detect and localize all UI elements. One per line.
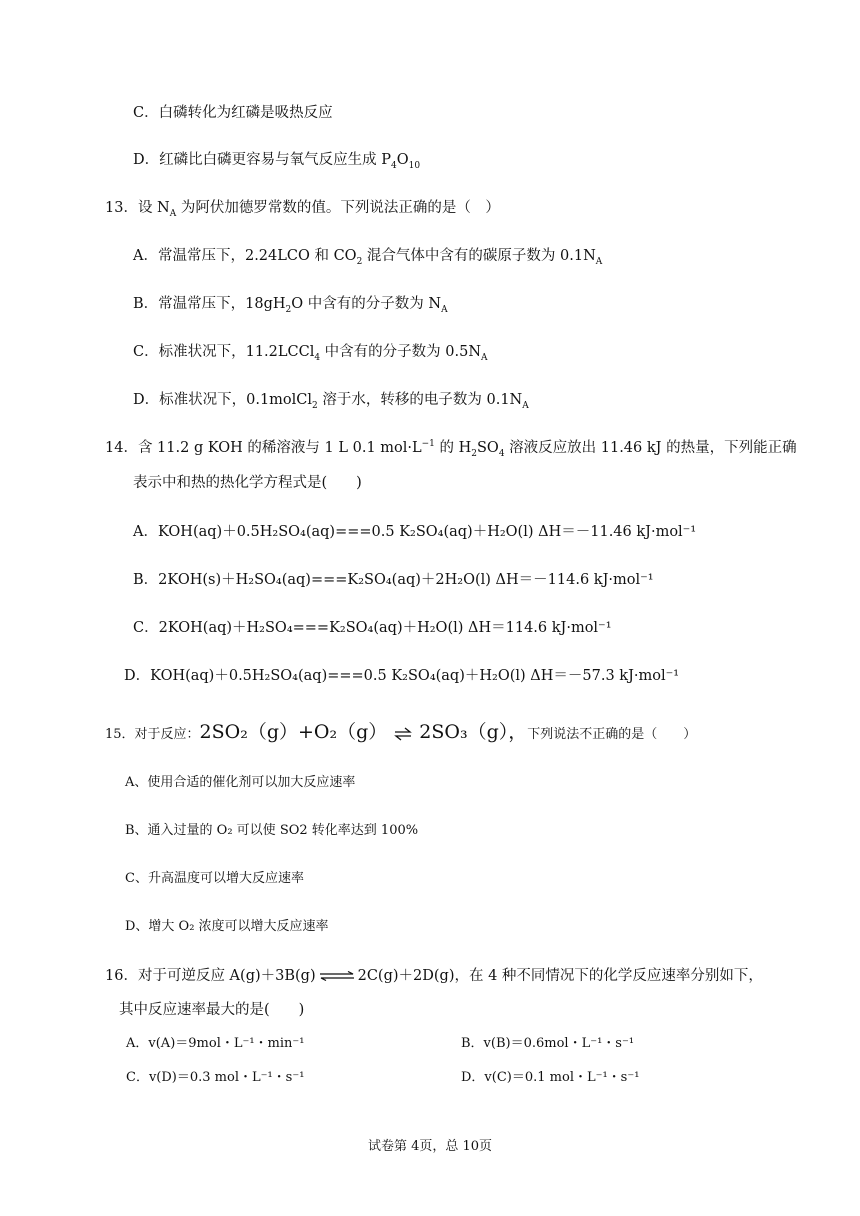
q16-stem-line1 xyxy=(105,966,763,986)
q13-a-s1: 2 xyxy=(356,256,363,267)
reversible-arrow-icon xyxy=(318,971,356,981)
q13-b-s1: 2 xyxy=(285,304,292,315)
q13-option-d xyxy=(133,390,529,410)
q12-option-d xyxy=(133,150,420,170)
q14-l1-c: SO xyxy=(476,440,499,456)
q12-d-text: D．红磷比白磷更容易与氧气反应生成 P xyxy=(133,152,391,168)
q14-stem-line2: 表示中和热的热化学方程式是( ) xyxy=(133,475,362,491)
q13-d-s1: 2 xyxy=(312,400,318,411)
q14-option-b: B．2KOH(s)＋H₂SO₄(aq)===K₂SO₄(aq)＋2H₂O(l) ΔH＝－114.6 kJ·mol⁻¹ xyxy=(133,572,654,588)
q13-option-c xyxy=(133,342,488,362)
q14-l1-b: 的 H xyxy=(434,440,472,456)
q13-c-s1: 4 xyxy=(314,352,321,363)
q13-c-s2: A xyxy=(481,352,488,363)
q15-tail: 下列说法不正确的是（ ） xyxy=(527,727,697,742)
q13-a-t1: A．常温常压下，2.24LCO 和 CO xyxy=(133,248,357,264)
q13-stem-post: 为阿伏加德罗常数的值。下列说法正确的是（ ） xyxy=(176,200,500,216)
q14-l1-s1: 2 xyxy=(471,448,477,459)
q13-b-t1: B．常温常压下，18gH xyxy=(133,296,286,312)
q15-eq-left: 2SO₂（g）+O₂（g） xyxy=(199,721,388,743)
q12-d-sub2: 10 xyxy=(408,160,421,171)
q12-d-o: O xyxy=(396,152,409,168)
q13-a-t2: 混合气体中含有的碳原子数为 0.1N xyxy=(362,248,596,264)
q12-option-c: C．白磷转化为红磷是吸热反应 xyxy=(133,105,333,121)
q13-option-a xyxy=(133,246,602,266)
q13-b-t2: O 中含有的分子数为 N xyxy=(291,296,442,312)
q16-l1-b: 2C(g)＋2D(g)，在 4 种不同情况下的化学反应速率分别如下， xyxy=(357,968,763,984)
q15-stem xyxy=(105,722,696,745)
q16-option-c: C．v(D)＝0.3 mol・L⁻¹・s⁻¹ xyxy=(126,1070,305,1085)
q16-option-b: B．v(B)＝0.6mol・L⁻¹・s⁻¹ xyxy=(461,1036,635,1051)
q14-l1-sup: −1 xyxy=(421,439,435,450)
page-footer: 试卷第 4页，总 10页 xyxy=(367,1139,493,1154)
q13-a-s2: A xyxy=(595,256,603,267)
q16-l1-a: 16．对于可逆反应 A(g)＋3B(g) xyxy=(105,968,316,984)
q13-c-t1: C．标准状况下，11.2LCCl xyxy=(133,344,315,360)
q15-option-d: D、增大 O₂ 浓度可以增大反应速率 xyxy=(125,919,329,934)
q15-number: 15．对于反应： xyxy=(105,727,200,742)
q14-l1-s2: 4 xyxy=(498,448,505,459)
q15-eq-right: 2SO₃（g）， xyxy=(419,721,528,743)
q14-l1-d: 溶液反应放出 11.46 kJ 的热量，下列能正确 xyxy=(504,440,797,456)
q13-b-s2: A xyxy=(441,304,448,315)
q13-d-t1: D．标准状况下，0.1molCl xyxy=(133,392,313,408)
q13-option-b xyxy=(133,294,448,314)
q14-option-c: C．2KOH(aq)＋H₂SO₄===K₂SO₄(aq)＋H₂O(l) ΔH＝114.6 kJ·mol⁻¹ xyxy=(133,620,612,636)
q16-stem-line2: 其中反应速率最大的是( ) xyxy=(119,1002,305,1018)
q15-option-b: B、通入过量的 O₂ 可以使 SO2 转化率达到 100% xyxy=(125,823,419,838)
q13-stem xyxy=(105,198,500,218)
q15-option-a: A、使用合适的催化剂可以加大反应速率 xyxy=(125,775,356,790)
equilibrium-arrow-icon xyxy=(393,726,413,742)
q16-option-d: D．v(C)＝0.1 mol・L⁻¹・s⁻¹ xyxy=(461,1070,640,1085)
q13-d-t2: 溶于水，转移的电子数为 0.1N xyxy=(317,392,523,408)
q13-d-s2: A xyxy=(522,400,529,411)
q14-option-a: A．KOH(aq)＋0.5H₂SO₄(aq)===0.5 K₂SO₄(aq)＋H₂O(l) ΔH＝－11.46 kJ·mol⁻¹ xyxy=(133,524,697,540)
q13-c-t2: 中含有的分子数为 0.5N xyxy=(320,344,482,360)
q16-option-a: A．v(A)＝9mol・L⁻¹・min⁻¹ xyxy=(126,1036,305,1051)
q14-l1-a: 14．含 11.2 g KOH 的稀溶液与 1 L 0.1 mol·L xyxy=(105,440,422,456)
q12-d-sub1: 4 xyxy=(391,160,397,171)
q14-option-d: D．KOH(aq)＋0.5H₂SO₄(aq)===0.5 K₂SO₄(aq)＋H₂O(l) ΔH＝－57.3 kJ·mol⁻¹ xyxy=(124,668,680,684)
q13-stem-pre: 13．设 N xyxy=(105,200,170,216)
q13-stem-sub: A xyxy=(169,208,177,219)
q14-stem-line1 xyxy=(105,438,797,458)
q15-option-c: C、升高温度可以增大反应速率 xyxy=(125,871,304,886)
